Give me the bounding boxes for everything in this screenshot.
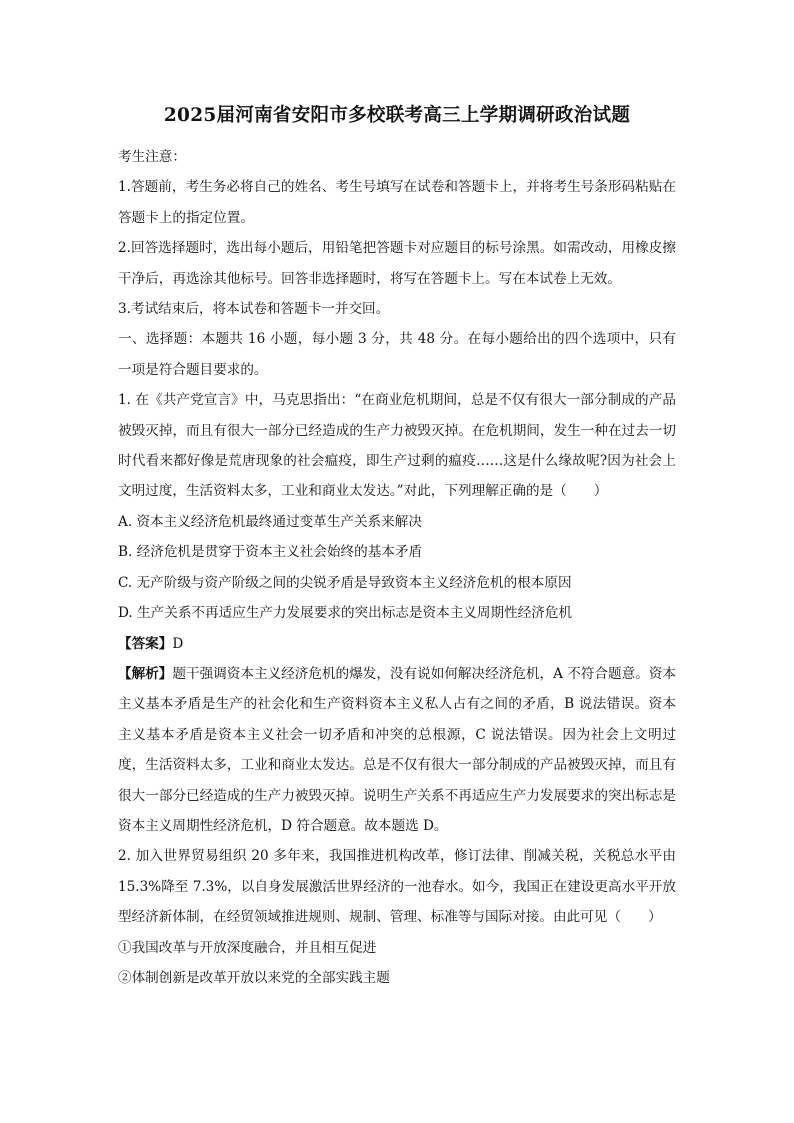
question-2-stem: 2. 加入世界贸易组织 20 多年来，我国推进机构改革，修订法律、削减关税，关税总水平由 15.3%降至 7.3%，以自身发展激活世界经济的一池春水。如今，我国正在建设更高水平开放型经济新体制，在经贸领域推进规则、规制、管理、标准等与国际对接。由此可见（ ）	[118, 848, 676, 926]
question-2-item-1: ①我国改革与开放深度融合，并且相互促进	[118, 939, 377, 956]
document-title: 2025届河南省安阳市多校联考高三上学期调研政治试题	[163, 105, 631, 126]
answer-value: D	[172, 635, 184, 652]
notice-item-2: 2.回答选择题时，选出每小题后，用铅笔把答题卡对应题目的标号涂黑。如需改动，用橡皮擦干净后，再选涂其他标号。回答非选择题时，将写在答题卡上。写在本试卷上无效。	[118, 240, 676, 287]
question-1-analysis	[118, 659, 676, 841]
analysis-text: 题干强调资本主义经济危机的爆发，没有说如何解决经济危机，A 不符合题意。资本主义基本矛盾是生产的社会化和生产资料资本主义私人占有之间的矛盾，B 说法错误。资本主义基本矛盾是资本主义社会一切矛盾和冲突的总根源，C 说法错误。因为社会上文明过度，生活资料太多，工业和商业太发达。总是不仅有很大一部分制成的产品被毁灭掉，而且有很大一部分已经造成的生产力被毁灭掉。说明生产关系不再适应生产力发展要求的突出标志是资本主义周期性经济危机，D 符合题意。故本题选 D。	[118, 665, 676, 834]
question-1-option-b: B. 经济危机是贯穿于资本主义社会始终的基本矛盾	[118, 544, 423, 561]
question-1-option-a: A. 资本主义经济危机最终通过变革生产关系来解决	[118, 513, 422, 530]
section-heading: 一、选择题：本题共 16 小题，每小题 3 分，共 48 分。在每小题给出的四个选项中，只有一项是符合题目要求的。	[118, 331, 676, 378]
question-2-item-2: ②体制创新是改革开放以来党的全部实践主题	[118, 969, 390, 986]
question-1-answer	[118, 629, 676, 659]
notice-heading: 考生注意：	[118, 149, 186, 165]
analysis-label: 【解析】	[118, 665, 173, 682]
question-1-option-c: C. 无产阶级与资产阶级之间的尖锐矛盾是导致资本主义经济危机的根本原因	[118, 574, 572, 591]
notice-item-3: 3.考试结束后，将本试卷和答题卡一并交回。	[118, 301, 390, 318]
question-1-stem: 1. 在《共产党宣言》中，马克思指出：“在商业危机期间，总是不仅有很大一部分制成的产品被毁灭掉，而且有很大一部分已经造成的生产力被毁灭掉。在危机期间，发生一种在过去一切时代看来都好像是荒唐现象的社会瘟疫，即生产过剩的瘟疫……这是什么缘故呢?因为社会上文明过度，生活资料太多，工业和商业太发达。”对此，下列理解正确的是（ ）	[118, 392, 676, 500]
answer-label: 【答案】	[118, 635, 173, 652]
notice-item-1: 1.答题前，考生务必将自己的姓名、考生号填写在试卷和答题卡上，并将考生号条形码粘贴在答题卡上的指定位置。	[118, 179, 676, 226]
question-1-option-d: D. 生产关系不再适应生产力发展要求的突出标志是资本主义周期性经济危机	[118, 605, 573, 622]
